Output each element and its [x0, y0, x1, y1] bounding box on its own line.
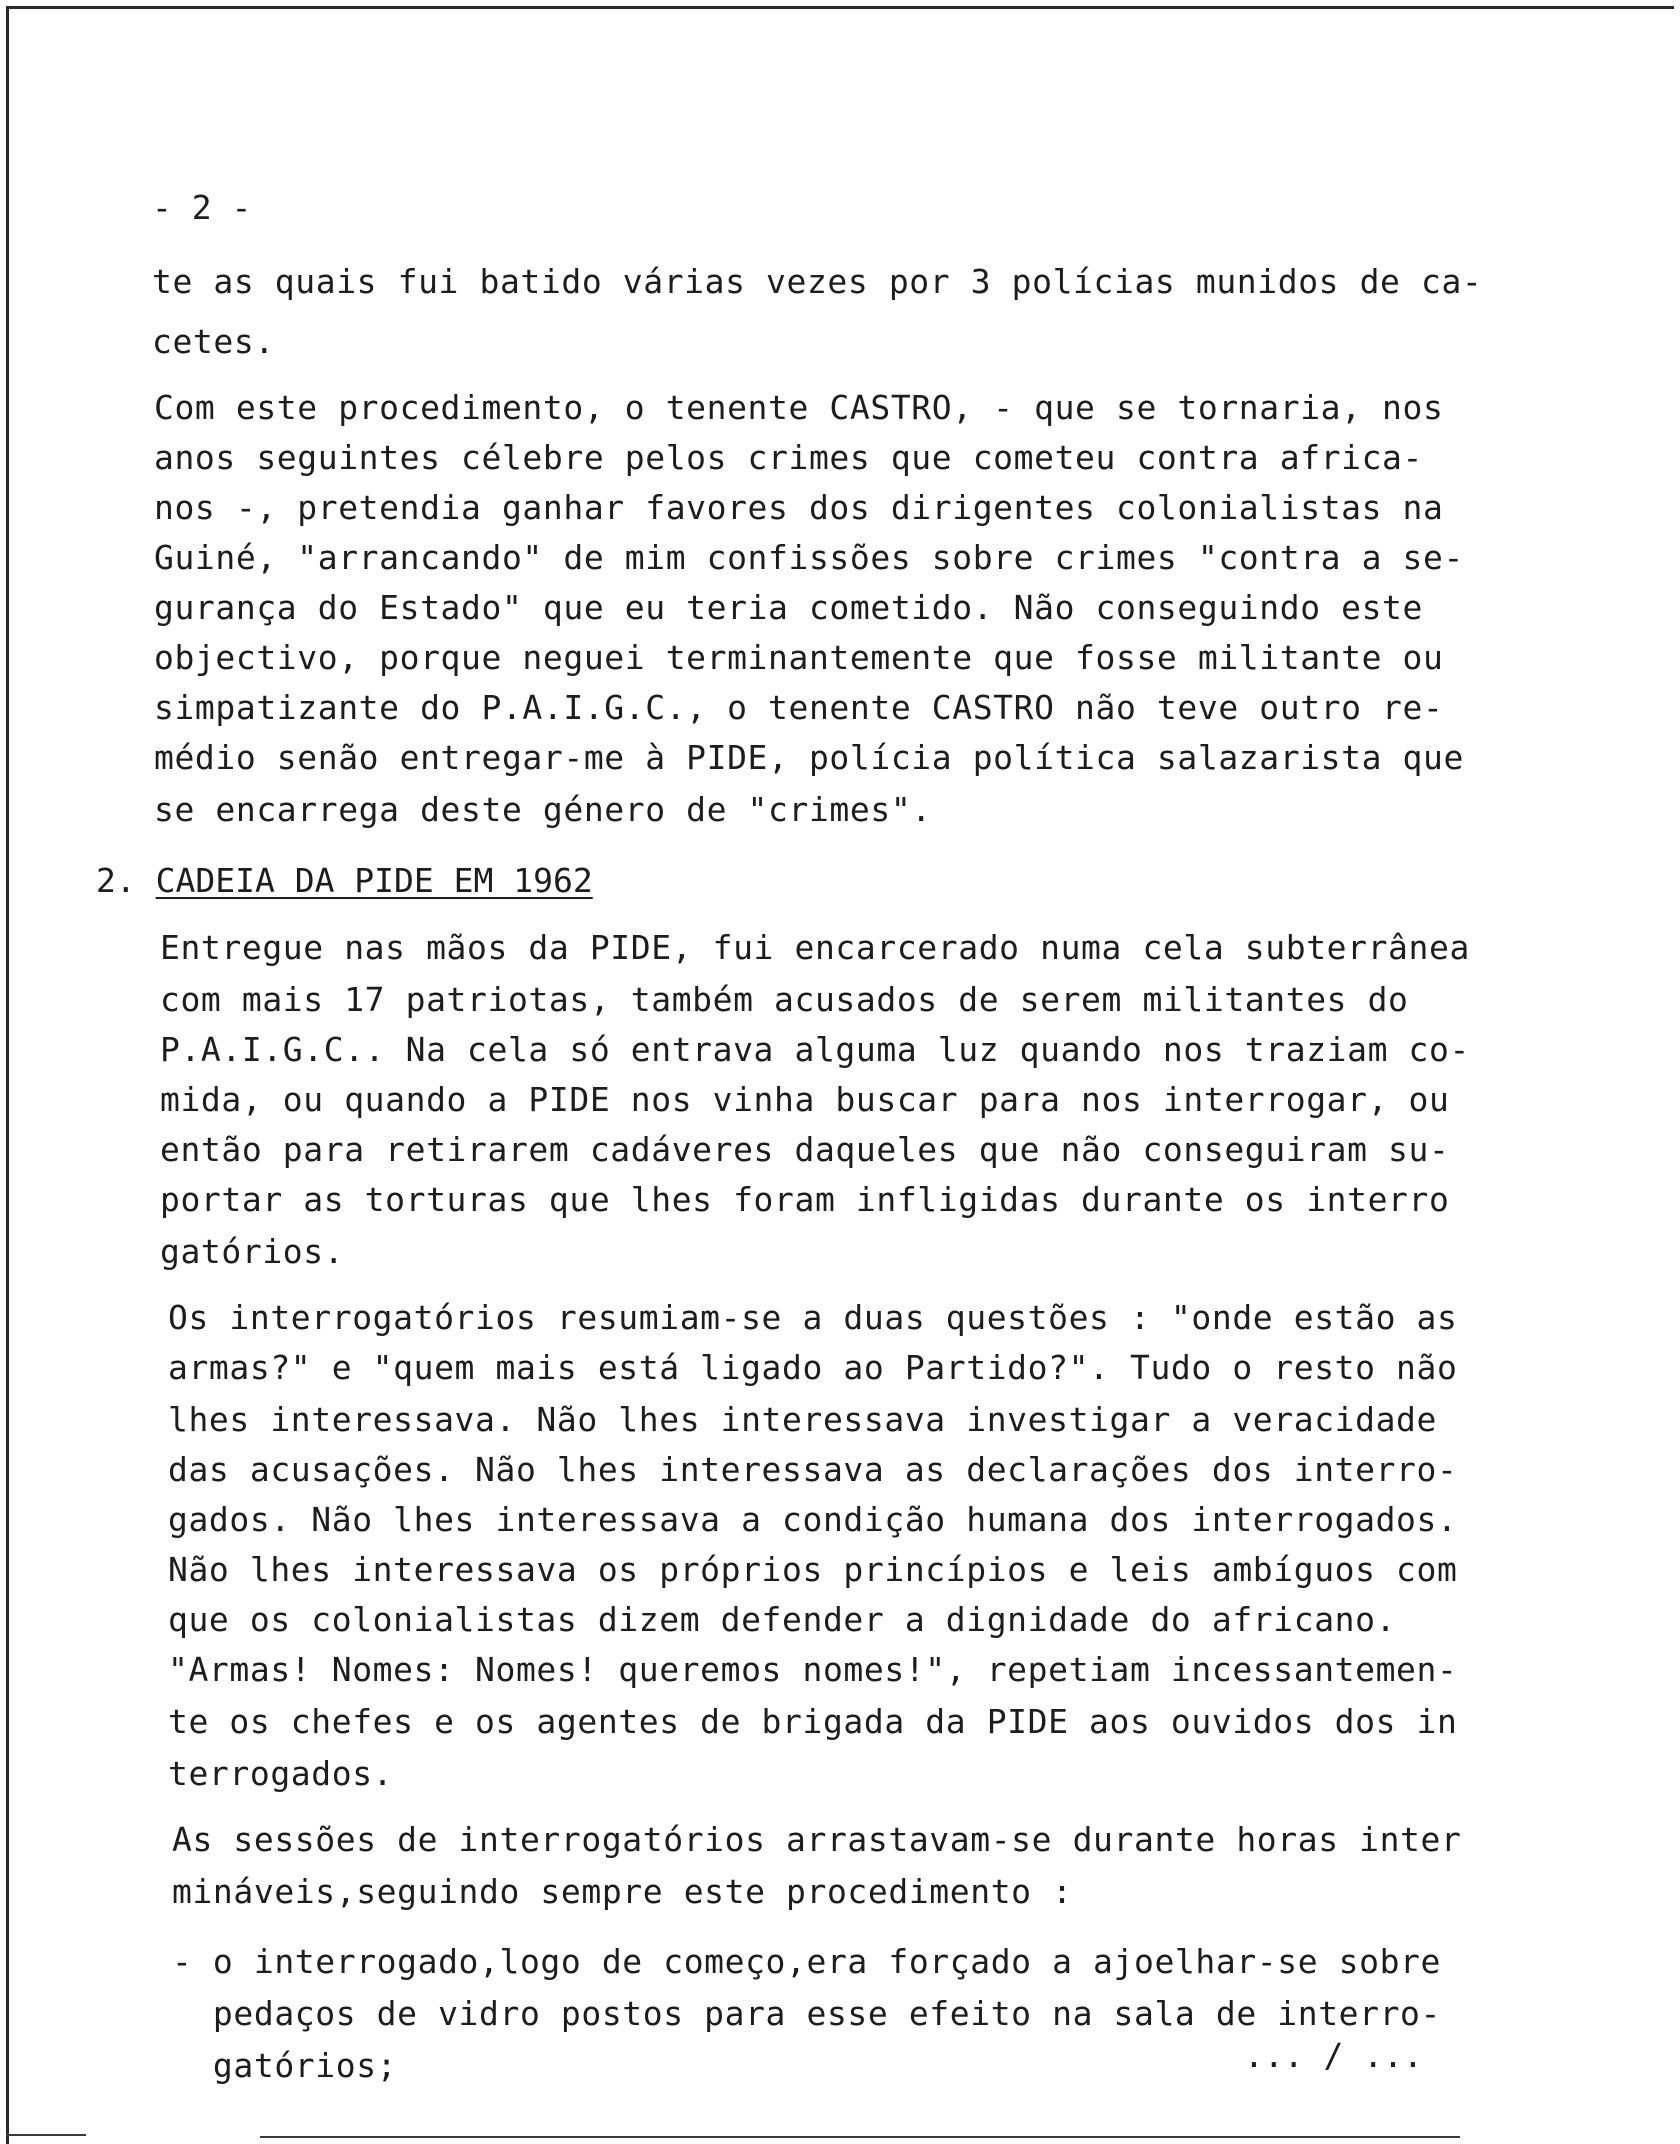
text-line: gurança do Estado" que eu teria cometido. Não conseguindo este — [154, 588, 1423, 627]
section-title: CADEIA DA PIDE EM 1962 — [155, 861, 593, 900]
text-line: mináveis,seguindo sempre este procedimento : — [172, 1872, 1073, 1911]
bullet-item-line: - o interrogado,logo de começo,era forçado a ajoelhar-se sobre — [172, 1942, 1441, 1981]
text-line: "Armas! Nomes: Nomes! queremos nomes!", repetiam incessantemen- — [168, 1650, 1458, 1689]
text-line: armas?" e "quem mais está ligado ao Partido?". Tudo o resto não — [168, 1348, 1458, 1387]
text-line: Entregue nas mãos da PIDE, fui encarcerado numa cela subterrânea — [160, 928, 1470, 967]
text-line: terrogados. — [168, 1754, 394, 1793]
continuation-mark: ... / ... — [1244, 2036, 1423, 2075]
text-line: Guiné, "arrancando" de mim confissões sobre crimes "contra a se- — [154, 538, 1464, 577]
text-line: com mais 17 patriotas, também acusados de serem militantes do — [160, 980, 1409, 1019]
text-line: gatórios. — [160, 1232, 345, 1271]
text-line: mida, ou quando a PIDE nos vinha buscar para nos interrogar, ou — [160, 1080, 1450, 1119]
text-line: se encarrega deste género de "crimes". — [154, 790, 932, 829]
page-border-bottom — [260, 2136, 1460, 2138]
section-number: 2. — [96, 861, 136, 900]
text-line: médio senão entregar-me à PIDE, polícia política salazarista que — [154, 738, 1464, 777]
text-line: As sessões de interrogatórios arrastavam-se durante horas inter — [172, 1820, 1462, 1859]
text-line: te as quais fui batido várias vezes por 3 polícias munidos de ca- — [152, 262, 1483, 301]
bullet-item-line: pedaços de vidro postos para esse efeito na sala de interro- — [172, 1994, 1441, 2033]
text-line: que os colonialistas dizem defender a dignidade do africano. — [168, 1600, 1397, 1639]
text-line: P.A.I.G.C.. Na cela só entrava alguma luz quando nos traziam co- — [160, 1030, 1470, 1069]
page-border-top — [6, 6, 1674, 9]
text-line: das acusações. Não lhes interessava as declarações dos interro- — [168, 1450, 1458, 1489]
text-line: Os interrogatórios resumiam-se a duas questões : "onde estão as — [168, 1298, 1458, 1337]
text-line: então para retirarem cadáveres daqueles que não conseguiram su- — [160, 1130, 1450, 1169]
page-border-bottom-left — [6, 2134, 86, 2136]
page-number: - 2 - — [152, 188, 252, 227]
text-line: te os chefes e os agentes de brigada da PIDE aos ouvidos dos in — [168, 1702, 1458, 1741]
bullet-item-line: gatórios; — [172, 2046, 398, 2085]
text-line: cetes. — [152, 322, 275, 361]
text-line: Com este procedimento, o tenente CASTRO, - que se tornaria, nos — [154, 388, 1444, 427]
text-line: lhes interessava. Não lhes interessava investigar a veracidade — [168, 1400, 1437, 1439]
text-line: nos -, pretendia ganhar favores dos dirigentes colonialistas na — [154, 488, 1444, 527]
text-line: objectivo, porque neguei terminantemente que fosse militante ou — [154, 638, 1444, 677]
text-line: Não lhes interessava os próprios princípios e leis ambíguos com — [168, 1550, 1458, 1589]
text-line: portar as torturas que lhes foram infligidas durante os interro — [160, 1180, 1450, 1219]
text-line: simpatizante do P.A.I.G.C., o tenente CASTRO não teve outro re- — [154, 688, 1444, 727]
text-line: gados. Não lhes interessava a condição humana dos interrogados. — [168, 1500, 1458, 1539]
section-heading — [96, 861, 593, 901]
page-border-left — [6, 6, 9, 2144]
text-line: anos seguintes célebre pelos crimes que cometeu contra africa- — [154, 438, 1423, 477]
